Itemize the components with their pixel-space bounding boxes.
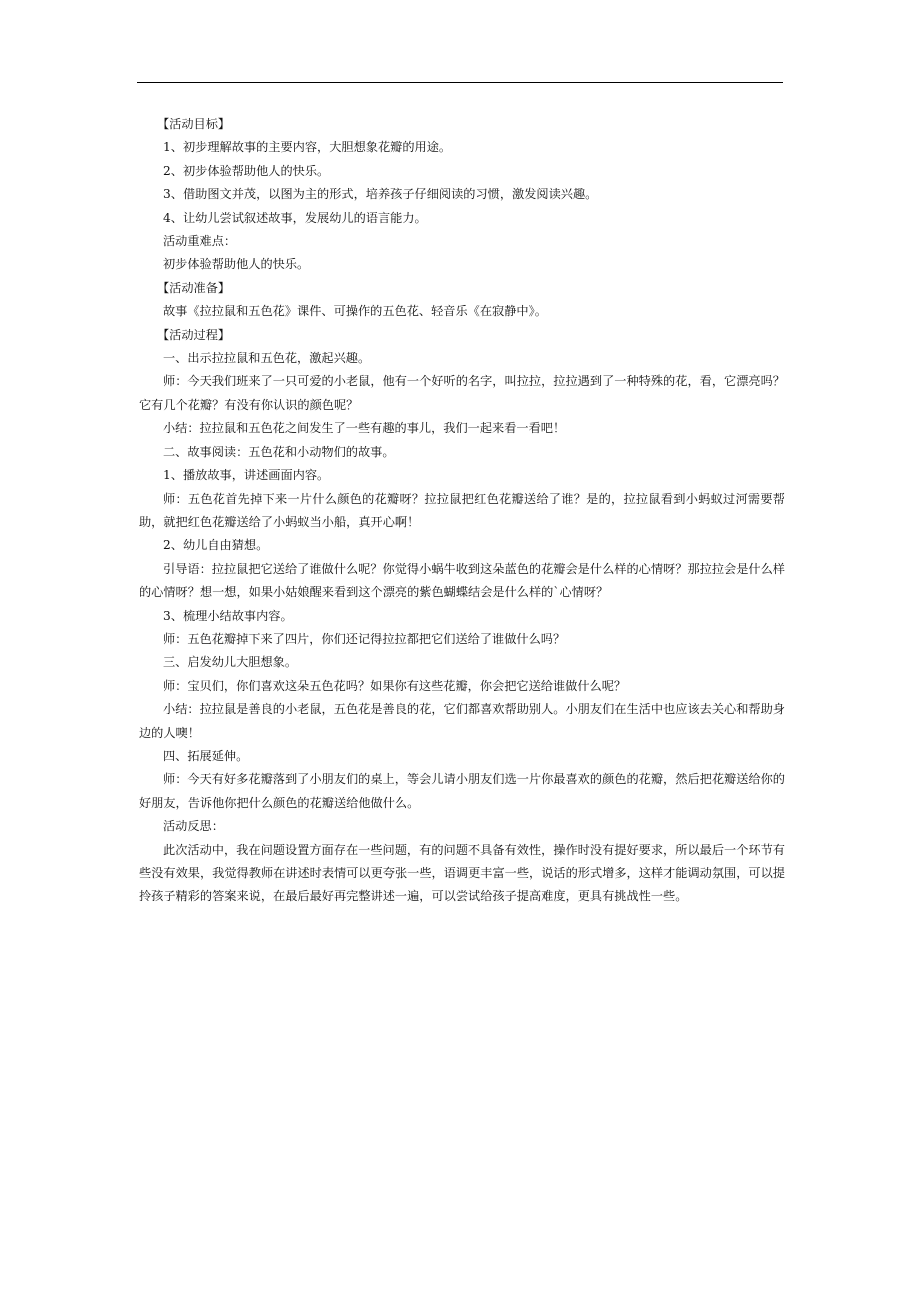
sub-step-3: 3、梳理小结故事内容。: [163, 608, 293, 623]
guide-text: 引导语：拉拉鼠把它送给了谁做什么呢？你觉得小蜗牛收到这朵蓝色的花瓣会是什么样的心情呀？那拉拉会是什么样的心情呀？想一想，如果小姑娘醒来看到这个漂亮的紫色蝴蝶结会是什么样的`心情呀？: [139, 561, 785, 600]
header-rule: [137, 82, 783, 83]
key-points-text: 初步体验帮助他人的快乐。: [163, 257, 310, 272]
section-heading-preparation: 【活动准备】: [157, 280, 231, 295]
teacher-line-3: 师：五色花瓣掉下来了四片，你们还记得拉拉都把它们送给了谁做什么吗？: [163, 631, 566, 646]
preparation-text: 故事《拉拉鼠和五色花》课件、可操作的五色花、轻音乐《在寂静中》。: [163, 304, 547, 319]
process-step-4: 四、拓展延伸。: [163, 748, 249, 763]
summary-2: 小结：拉拉鼠是善良的小老鼠，五色花是善良的花，它们都喜欢帮助别人。小朋友们在生活中也应该去关心和帮助身边的人噢！: [139, 702, 785, 740]
teacher-line-2: 师：五色花首先掉下来一片什么颜色的花瓣呀？拉拉鼠把红色花瓣送给了谁？是的，拉拉鼠看到小蚂蚁过河需要帮助，就把红色花瓣送给了小蚂蚁当小船，真开心啊！: [139, 491, 785, 529]
sub-step-2: 2、幼儿自由猜想。: [163, 538, 269, 553]
document-body: [139, 113, 785, 909]
teacher-line-5: 师：今天有好多花瓣落到了小朋友们的桌上，等会儿请小朋友们选一片你最喜欢的颜色的花瓣，然后把花瓣送给你的好朋友，告诉他你把什么颜色的花瓣送给他做什么。: [139, 772, 785, 810]
goal-item-1: 1、初步理解故事的主要内容，大胆想象花瓣的用途。: [163, 140, 452, 155]
section-heading-goals: 【活动目标】: [157, 117, 231, 131]
teacher-line-4: 师：宝贝们，你们喜欢这朵五色花吗？如果你有这些花瓣，你会把它送给谁做什么呢？: [163, 678, 627, 693]
section-heading-key-points: 活动重难点：: [163, 234, 237, 249]
sub-step-1: 1、播放故事，讲述画面内容。: [163, 468, 330, 483]
goal-item-3: 3、借助图文并茂，以图为主的形式，培养孩子仔细阅读的习惯，激发阅读兴趣。: [163, 187, 598, 202]
process-step-2: 二、故事阅读：五色花和小动物们的故事。: [163, 444, 395, 459]
reflection-text: 此次活动中，我在问题设置方面存在一些问题，有的问题不具备有效性，操作时没有提好要求，所以最后一个环节有些没有效果，我觉得教师在讲述时表情可以更夸张一些，语调更丰富一些，说话的形式增多，这样才能调动氛围，可以提拎孩子精彩的答案来说，在最后最好再完整讲述一遍，可以尝试给孩子提高难度，更具有挑战性一些。: [139, 842, 785, 904]
goal-item-4: 4、让幼儿尝试叙述故事，发展幼儿的语言能力。: [163, 210, 427, 225]
process-step-3: 三、启发幼儿大胆想象。: [163, 655, 298, 670]
section-heading-process: 【活动过程】: [157, 327, 231, 342]
section-heading-reflection: 活动反思：: [163, 819, 224, 834]
teacher-line-1: 师：今天我们班来了一只可爱的小老鼠，他有一个好听的名字，叫拉拉，拉拉遇到了一种特殊的花，看，它漂亮吗？它有几个花瓣？有没有你认识的颜色呢？: [139, 374, 785, 412]
goal-item-2: 2、初步体验帮助他人的快乐。: [163, 163, 330, 178]
process-step-1: 一、出示拉拉鼠和五色花，激起兴趣。: [163, 351, 371, 366]
summary-1: 小结：拉拉鼠和五色花之间发生了一些有趣的事儿，我们一起来看一看吧！: [163, 421, 566, 436]
